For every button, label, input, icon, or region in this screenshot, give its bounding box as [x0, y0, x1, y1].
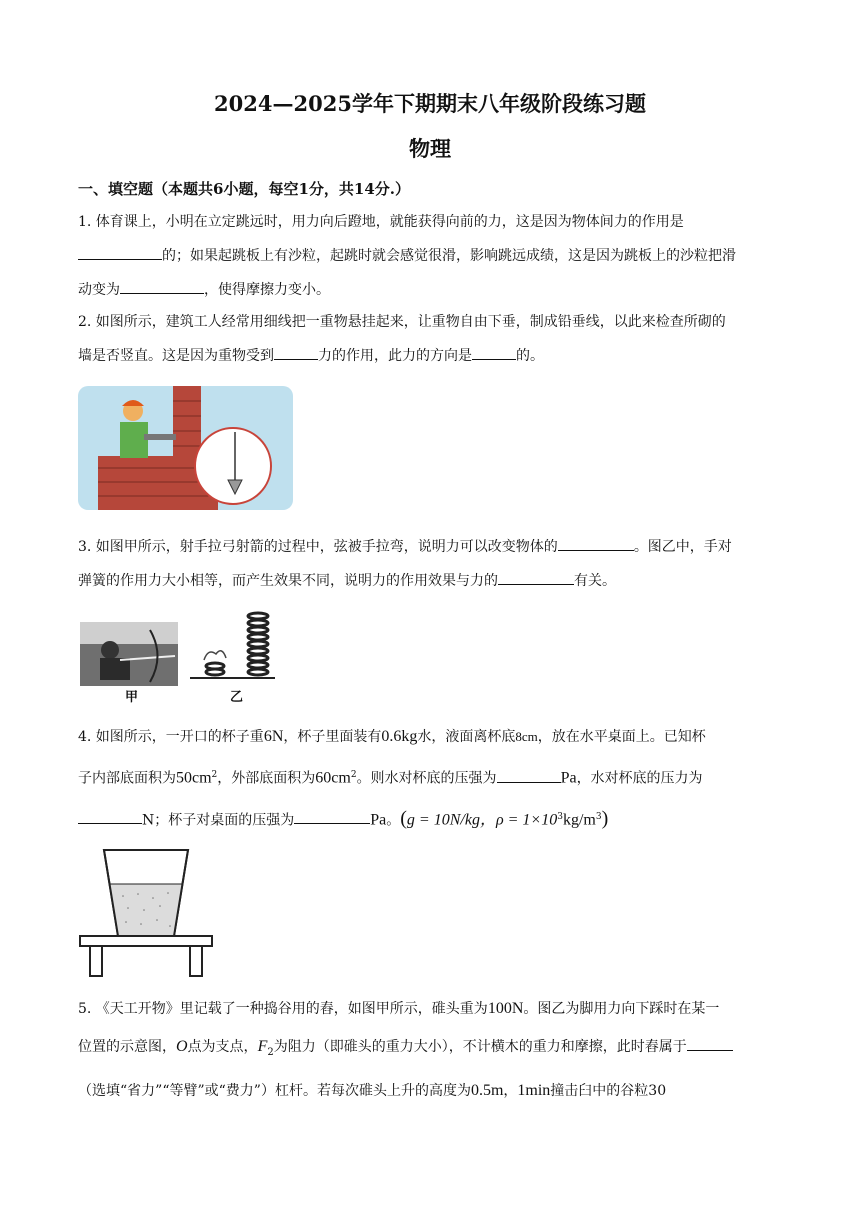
- figure-label-jia: 甲: [125, 690, 139, 705]
- q1-text-2: 的；如果起跳板上有沙粒，起跳时就会感觉很滑，影响跳远成绩，这是因为跳板上的沙粒把滑: [162, 248, 736, 264]
- q1-text-3: 动变为: [78, 282, 120, 298]
- q3-text-2: 。图乙中，手对: [633, 539, 732, 555]
- answer-blank[interactable]: [498, 566, 574, 585]
- unit-pa: Pa: [370, 811, 387, 829]
- q5-text-3: 位置的示意图，: [78, 1039, 176, 1055]
- cup-on-table-figure: [78, 846, 218, 978]
- question-4: 4. 如图所示，一开口的杯子重6N，杯子里面装有0.6kg水，液面离杯底8cm，放在水平桌面上。已知杯 子内部底面积为$50cm^2$，外部底面积为$60cm^2$。则水对杯底的压强为 Pa，水对杯底的压力为 N；杯子对桌面的压强为 Pa。(g = 10N/kg，$\rho = 1\times 10^3kg/m^3$): [78, 728, 706, 830]
- outer-area-value: 60cm: [315, 769, 351, 787]
- inner-area-value: 50cm: [176, 769, 212, 787]
- rho-unit: kg/m: [562, 811, 596, 829]
- time-value: 1min: [517, 1081, 551, 1099]
- weight-value: 6N: [263, 728, 284, 745]
- q5-text-2: 。图乙为脚用力向下踩时在某一: [523, 1001, 720, 1017]
- figure-label-yi: 乙: [230, 690, 244, 705]
- question-1: [78, 205, 784, 307]
- exponent: 2: [211, 770, 218, 780]
- rise-height-value: 0.5m: [470, 1081, 504, 1099]
- q4-text-6: ，外部底面积为: [217, 770, 316, 787]
- q2-text-2: 墙是否竖直。这是因为重物受到: [78, 348, 274, 364]
- q4-text-2: ，杯子里面装有: [283, 729, 382, 745]
- answer-blank[interactable]: [294, 805, 370, 824]
- water-depth-value: 8cm: [515, 729, 538, 744]
- bow-and-spring-figure: [80, 608, 280, 704]
- section-heading: 一、填空题（本题共6小题，每空1分，共14分.）: [78, 180, 410, 198]
- q5-text-1: 5. 《天工开物》里记载了一种捣谷用的舂，如图甲所示，碓头重为: [78, 1001, 488, 1017]
- question-5: [78, 990, 784, 1110]
- q5-text-6: （选填“省力”“等臂”或“费力”）杠杆。若每次碓头上升的高度为: [78, 1082, 471, 1099]
- given-rho: ρ = 1×10: [495, 811, 558, 829]
- q3-text-4: 有关。: [574, 573, 616, 589]
- unit-pa: Pa: [560, 769, 577, 787]
- q2-text-1: 2. 如图所示，建筑工人经常用细线把一重物悬挂起来，让重物自由下垂，制成铅垂线，以此来检查所砌的: [78, 314, 726, 330]
- q1-text-4: ，使得摩擦力变小。: [204, 282, 330, 298]
- q4-text-9: N；杯子对桌面的压强为: [142, 812, 295, 829]
- q2-text-3: 力的作用，此力的方向是: [318, 348, 472, 364]
- answer-blank[interactable]: [497, 764, 561, 783]
- pivot-label: O: [176, 1038, 188, 1055]
- subject-title: 物理: [409, 136, 451, 161]
- answer-blank[interactable]: [472, 341, 516, 360]
- question-2: [78, 305, 784, 373]
- q2-text-4: 的。: [516, 348, 544, 364]
- exponent: 2: [350, 770, 357, 780]
- exponent: 3: [557, 811, 563, 822]
- q5-text-4: 点为支点，: [187, 1039, 258, 1055]
- q4-text-8: ，水对杯底的压力为: [576, 770, 703, 787]
- answer-blank[interactable]: [78, 241, 162, 260]
- q5-text-7: ，: [503, 1082, 518, 1099]
- answer-blank[interactable]: [78, 805, 142, 824]
- answer-blank[interactable]: [274, 341, 318, 360]
- q5-text-8: 撞击臼中的谷粒30: [550, 1082, 667, 1099]
- force-subscript: 2: [267, 1046, 274, 1058]
- water-mass-value: 0.6kg: [381, 728, 418, 745]
- q4-text-3: 水，液面离杯底: [417, 729, 516, 745]
- q1-text-1: 1. 体育课上，小明在立定跳远时，用力向后蹬地，就能获得向前的力，这是因为物体间力的作用是: [78, 214, 684, 230]
- answer-blank[interactable]: [687, 1032, 733, 1051]
- question-3: [78, 530, 784, 598]
- q4-text-7: 。则水对杯底的压强为: [356, 770, 497, 787]
- plumb-line-figure: [78, 386, 293, 510]
- answer-blank[interactable]: [120, 275, 204, 294]
- archer-and-spring-image: [80, 608, 280, 686]
- exponent: 3: [595, 811, 602, 822]
- q4-text-1: 4. 如图所示，一开口的杯子重: [78, 729, 264, 745]
- q3-text-3: 弹簧的作用力大小相等，而产生效果不同，说明力的作用效果与力的: [78, 573, 498, 589]
- given-g: g = 10N/kg，: [406, 811, 496, 829]
- answer-blank[interactable]: [558, 532, 634, 551]
- force-symbol: F: [257, 1038, 268, 1055]
- q4-text-10: 。: [386, 812, 401, 829]
- q4-text-4: ，放在水平桌面上。已知杯: [537, 729, 706, 745]
- q3-text-1: 3. 如图甲所示，射手拉弓射箭的过程中，弦被手拉弯，说明力可以改变物体的: [78, 539, 558, 555]
- q5-text-5: 为阻力（即碓头的重力大小），不计横木的重力和摩擦，此时舂属于: [273, 1039, 687, 1055]
- exam-title: 2024—2025学年下期期末八年级阶段练习题: [214, 91, 646, 116]
- q4-text-5: 子内部底面积为: [78, 770, 176, 787]
- pestle-weight-value: 100N: [487, 1000, 524, 1017]
